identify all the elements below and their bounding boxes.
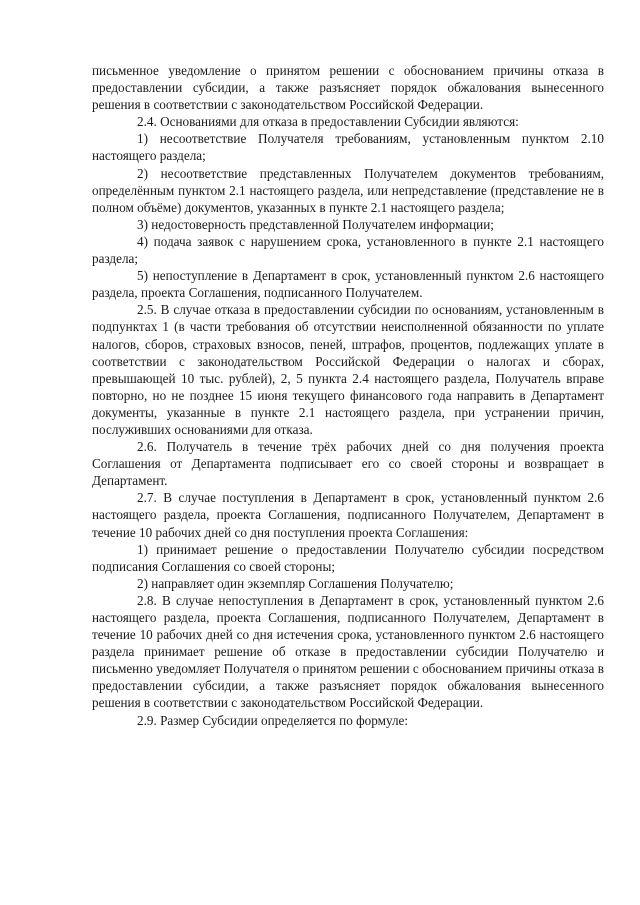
paragraph-2-6: 2.6. Получатель в течение трёх рабочих дней со дня получения проекта Соглашения от Департамента подписывает его со своей стороны и возвращает в Департамент. (92, 439, 604, 489)
paragraph-2-4-item-5: 5) непоступление в Департамент в срок, установленный пунктом 2.6 настоящего раздела, проекта Соглашения, подписанного Получателем. (92, 268, 604, 301)
paragraph-2-8: 2.8. В случае непоступления в Департамент в срок, установленный пунктом 2.6 настоящего раздела, проекта Соглашения, подписанного Получателем, Департамент в течение 10 рабочих дней со дня истечения срока, установленного пунктом 2.6 настоящего раздела принимает решение об отказе в предоставлении субсидии Получателю и письменно уведомляет Получателя о принятом решении с обоснованием причины отказа в предоставлении субсидии, а также разъясняет порядок обжалования вынесенного решения в соответствии с законодательством Российской Федерации. (92, 592, 604, 711)
paragraph-2-4-item-4: 4) подача заявок с нарушением срока, установленного в пункте 2.1 настоящего раздела; (92, 233, 604, 267)
paragraph-2-7-item-1: 1) принимает решение о предоставлении Получателю субсидии посредством подписания Соглашения со своей стороны; (92, 541, 604, 574)
paragraph-2-4-item-1: 1) несоответствие Получателя требованиям, установленным пунктом 2.10 настоящего раздела; (92, 131, 604, 164)
paragraph-2-5: 2.5. В случае отказа в предоставлении субсидии по основаниям, установленным в подпунктах 1 (в части требования об отсутствии неисполненной обязанности по уплате налогов, сборов, страховых взносов, пеней, штрафов, процентов, подлежащих уплате в соответствии с законодательством Российской Федерации о налогах и сборах, превышающей 10 тыс. рублей), 2, 5 пункта 2.4 настоящего раздела, Получатель вправе повторно, но не позднее 15 июня текущего финансового года направить в Департамент документы, указанные в пункте 2.1 настоящего раздела, при устранении причин, послуживших основаниями для отказа. (92, 302, 604, 437)
paragraph-2-4: 2.4. Основаниями для отказа в предоставлении Субсидии являются: (137, 114, 519, 130)
document-body (92, 62, 604, 729)
paragraph-continuation: письменное уведомление о принятом решении с обоснованием причины отказа в предоставлении субсидии, а также разъясняет порядок обжалования вынесенного решения в соответствии с законодательством Российской Федерации. (92, 63, 604, 113)
paragraph-2-7-item-2: 2) направляет один экземпляр Соглашения Получателю; (137, 575, 454, 591)
paragraph-2-7: 2.7. В случае поступления в Департамент в срок, установленный пунктом 2.6 настоящего раздела, проекта Соглашения, подписанного Получателем, Департамент в течение 10 рабочих дней со дня поступления проекта Соглашения: (92, 490, 604, 540)
paragraph-2-9: 2.9. Размер Субсидии определяется по формуле: (137, 712, 409, 728)
paragraph-2-4-item-2: 2) несоответствие представленных Получателем документов требованиям, определённым пунктом 2.1 настоящего раздела, или непредставление (представление не в полном объёме) документов, указанных в пункте 2.1 настоящего раздела; (92, 165, 604, 215)
paragraph-2-4-item-3: 3) недостоверность представленной Получателем информации; (137, 216, 494, 232)
